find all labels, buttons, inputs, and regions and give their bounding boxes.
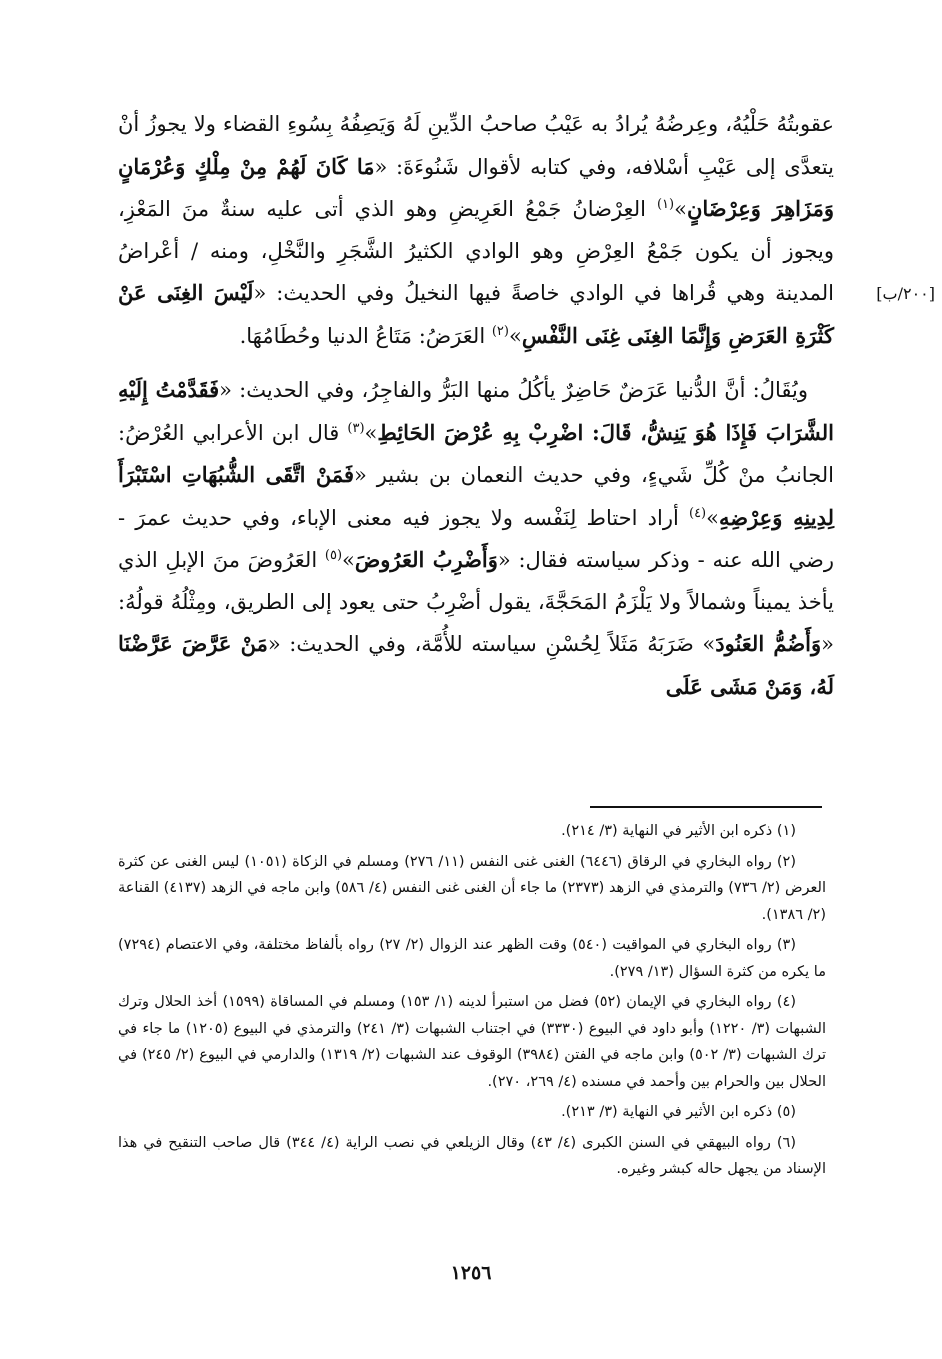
paragraph-2 — [118, 369, 834, 708]
text-run: ويُقَالُ: أنَّ الدُّنيا عَرَضٌ حَاضِرٌ يأكُلُ منها البَرُّ والفاجِرُ، وفي الحديث: « — [219, 378, 808, 402]
hadith-quote-7: مَنْ عَرَّضَ عَرَّضْنَا لَهُ، وَمَنْ مَشَى عَلَى — [118, 631, 834, 699]
hadith-quote-2: لَيْسَ الغِنَى عَنْ كَثْرَةِ العَرَضِ وَإِنَّمَا الغِنَى غِنَى النَّفْسِ — [118, 280, 834, 348]
footnote-2: (٢) رواه البخاري في الرقاق (٦٤٤٦) الغنى غنى النفس (١١/ ٢٧٦) ومسلم في الزكاة (١٠٥١) ليس الغنى عن كثرة العرض (٢/ ٧٣٦) والترمذي في الزهد (٢٣٧٣) ما جاء أن الغنى غنى النفس (٤/ ٥٨٦) وابن ماجه في الزهد (٤١٣٧) القناعة (٢/ ١٣٨٦). — [118, 853, 826, 923]
footnote-3: (٣) رواه البخاري في المواقيت (٥٤٠) وقت الظهر عند الزوال (٢/ ٢٧) رواه بألفاظ مختلفة، وفي الاعتصام (٧٢٩٤) ما يكره من كثرة السؤال (١٣/ ٢٧٩). — [118, 937, 826, 980]
hadith-quote-5: وَأَضْرِبُ العَرُوضَ — [354, 547, 498, 572]
text-run: عقوبتُهُ حَلْيُهُ، وعِرضُهُ يُرادُ به عَيْبُ صاحبُ الدِّينِ لَهُ وَيَصِفُهُ بِسُوءِ القضاء ولا يجوزُ أنْ يتعدَّى إلى عَيْبِ أسْلافه، وفي كتابه لأقوال شَنُوءَةَ: « — [118, 112, 834, 179]
text-run: » — [508, 323, 522, 348]
page-number: ١٢٥٦ — [450, 1262, 492, 1284]
hadith-quote-4: فَمَنْ اتَّقَى الشُّبُهَاتِ اسْتَبْرَأَ لِدِينِهِ وَعِرْضِهِ — [118, 462, 834, 530]
footnote-6: (٦) رواه البيهقي في السنن الكبرى (٤/ ٤٣) وقال الزيلعي في نصب الراية (٤/ ٣٤٤) قال صاحب التنقيح في هذا الإسناد من يجهل حاله كبشر وغيره. — [118, 1134, 826, 1177]
hadith-quote-3: فَقَدَّمْتُ إِلَيْهِ الشَّرَابَ فَإِذَا هُوَ يَنِشُّ، قَالَ: اضْرِبْ بِهِ عُرْضَ الحَائِطِ — [118, 377, 834, 445]
text-run: العِرْضانُ جَمْعُ العَرِيضِ وهو الذي أتى عليه سنةٌ منَ المَعْزِ، ويجوز أن يكون جَمْعُ العِرْضِ وهو الوادي الكثيرُ الشَّجَرِ والنَّخْلِ، ومنه / أعْراضُ المدينة وهي قُراها في الوادي خاصةً فيها النخيلُ وفي الحديث: « — [118, 197, 834, 305]
footnote-5: (٥) ذكره ابن الأثير في النهاية (٣/ ٢١٣). — [561, 1104, 796, 1120]
hadith-quote-1: مَا كَانَ لَهُمْ مِنْ مِلْكٍ وَعُرْمَانٍ وَمَزَاهِرَ وَعِرْضَانٍ — [118, 153, 834, 221]
footnote-ref-2[interactable]: (٢) — [491, 323, 509, 339]
footnote-ref-4[interactable]: (٤) — [688, 505, 707, 521]
text-run: العَرَضُ: مَتَاعُ الدنيا وحُطَامُهَا. — [239, 323, 492, 348]
footnotes-section — [118, 818, 826, 1187]
text-run: أراد احتاط لِنَفْسه ولا يجوز فيه معنى الإباء، وفي حديث عمرَ - رضي الله عنه - وذكر سياسته فقال: « — [118, 505, 834, 572]
text-run: قال ابن الأعرابي العُرْضُ: الجانبُ منْ كُلِّ شَيءٍ، وفي حديث النعمان بن بشير « — [118, 420, 834, 487]
text-run: » ضَرَبَهُ مَثَلاً لِحُسْنِ سياسته للأُمَّة، وفي الحديث: « — [267, 632, 716, 656]
text-run: » — [342, 548, 355, 572]
main-text-body — [118, 104, 834, 708]
folio-margin-note: [٢٠٠/ب] — [876, 284, 935, 303]
text-run: » — [706, 505, 719, 530]
text-run: » — [674, 197, 687, 221]
footnote-ref-3[interactable]: (٣) — [347, 420, 365, 436]
footnote-4: (٤) رواه البخاري في الإيمان (٥٢) فضل من استبرأ لدينه (١/ ١٥٣) ومسلم في المساقاة (١٥٩٩) أخذ الحلال وترك الشبهات (٣/ ١٢٢٠) وأبو داود في البيوع (٣٣٣٠) في اجتناب الشبهات (٣/ ٢٤١) والترمذي في البيوع (١٢٠٥) ما جاء في ترك الشبهات (٣/ ٥٠٢) وابن ماجه في الفتن (٣٩٨٤) الوقوف عند الشبهات (٢/ ١٣١٩) والدارمي في البيوع (٢/ ٢٤٥) في الحلال بين والحرام بين وأحمد في مسنده (٤/ ٢٦٩، ٢٧٠). — [118, 994, 827, 1090]
text-run: » — [364, 420, 378, 445]
hadith-quote-6: وَأَضُمُّ العَنُودَ — [715, 631, 822, 656]
footnote-ref-1[interactable]: (١) — [656, 197, 675, 212]
footnote-divider — [590, 806, 822, 808]
footnote-1: (١) ذكره ابن الأثير في النهاية (٣/ ٢١٤). — [561, 823, 796, 839]
footnote-ref-5[interactable]: (٥) — [324, 548, 343, 563]
paragraph-1 — [118, 104, 834, 357]
text-run: العَرُوضَ منَ الإبلِ الذي يأخذ يميناً وشمالاً ولا يَلْزَمُ المَحَجَّةَ، يقول أضْرِبُ حتى يعود إلى الطريق، ومِثْلُهُ قولُهُ: « — [118, 548, 835, 656]
